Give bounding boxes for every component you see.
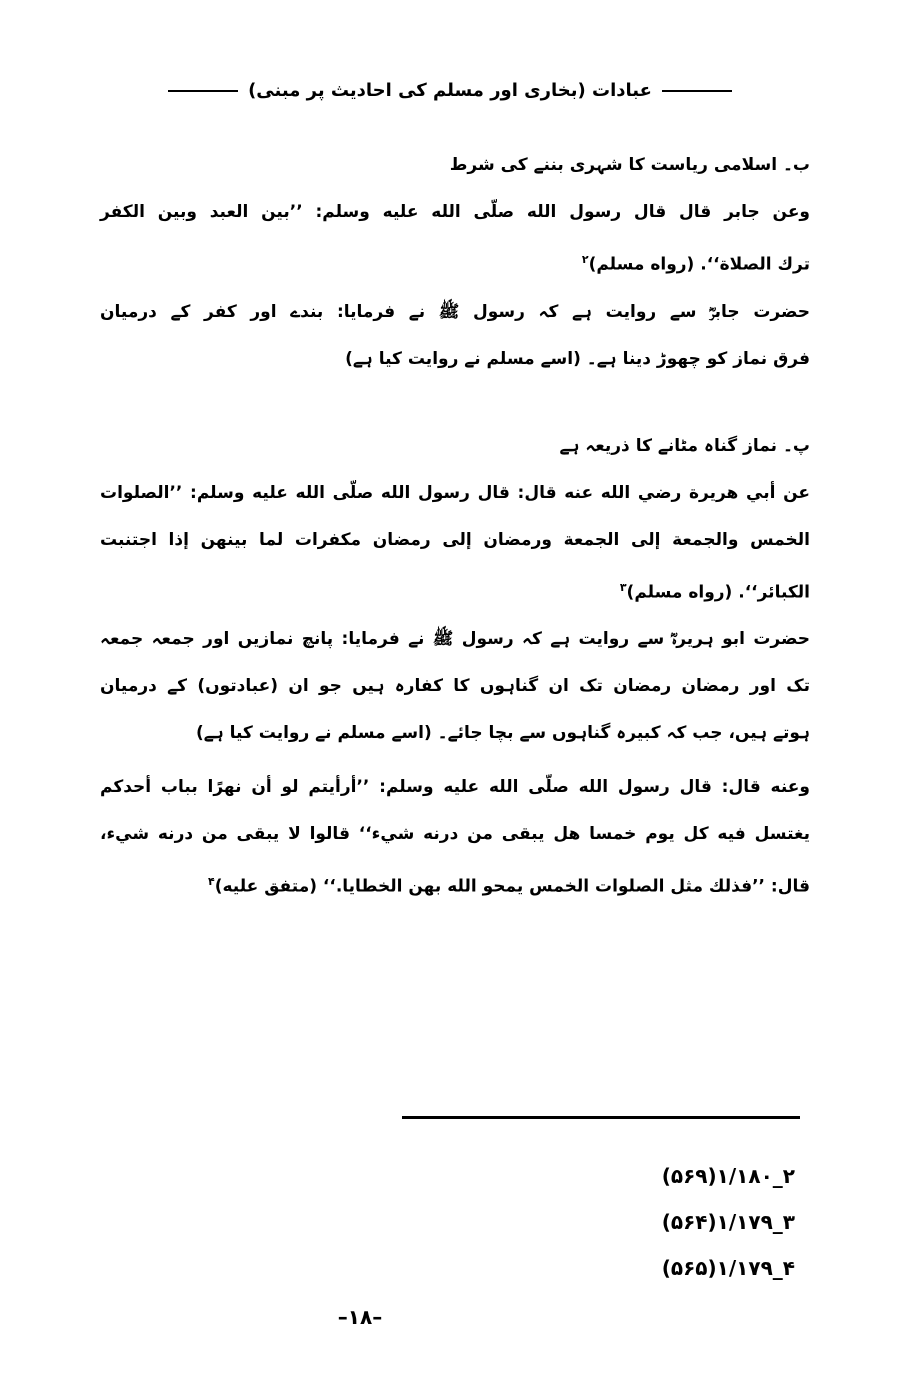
- footnote-divider-area: [100, 1116, 810, 1119]
- urdu-line: حضرت ابو ہریرہؓ سے روایت ہے کہ رسول ﷺ نے فرمایا: پانچ نمازیں اور جمعہ جمعہ: [100, 629, 810, 650]
- arabic-line: عن أبي هريرة رضي الله عنه قال: قال رسول الله صلّى الله عليه وسلم: ’’الصلوات: [100, 482, 810, 503]
- section-b-heading: ب۔ اسلامی ریاست کا شہری بننے کی شرط: [449, 155, 810, 175]
- arabic-line: [100, 564, 810, 617]
- footnote-divider: [402, 1116, 800, 1119]
- arabic-line: وعنه قال: قال رسول الله صلّى الله عليه وسلم: ’’أرأيتم لو أن نهرًا بباب أحدكم: [100, 777, 810, 798]
- header-dash: [168, 90, 238, 92]
- footnote: ۴_۱/۱۷۹(۵۶۵): [661, 1255, 795, 1280]
- urdu-line: فرق نماز کو چھوڑ دینا ہے۔ (اسے مسلم نے روایت کیا ہے): [345, 348, 810, 369]
- urdu-line: تک اور رمضان رمضان تک ان گناہوں کا کفارہ ہیں جو ان (عبادتوں) کے درمیان: [100, 676, 810, 697]
- urdu-line: ہوتے ہیں، جب کہ کبیرہ گناہوں سے بچا جائے۔ (اسے مسلم نے روایت کیا ہے): [195, 723, 810, 744]
- header-title: عبادات (بخاری اور مسلم کی احادیث پر مبنی): [248, 80, 652, 101]
- arabic-line: [100, 236, 810, 289]
- footnotes: [100, 1153, 810, 1291]
- page-body: [100, 142, 810, 1329]
- arabic-line: [100, 858, 810, 911]
- footnote: ۳_۱/۱۷۹(۵۶۴): [661, 1209, 795, 1234]
- arabic-line: الخمس والجمعة إلى الجمعة ورمضان إلى رمضان مكفرات لما بينهن إذا اجتنبت: [100, 529, 810, 550]
- footnote-ref: ۳: [619, 580, 627, 594]
- urdu-line: حضرت جابرؓ سے روایت ہے کہ رسول ﷺ نے فرمایا: بندے اور کفر کے درمیان: [100, 301, 810, 322]
- section-p-heading: پ۔ نماز گناہ مٹانے کا ذریعہ ہے: [559, 435, 810, 456]
- footnote-ref: ۲: [581, 253, 589, 266]
- footnote: ۲_۱/۱۸۰(۵۶۹): [661, 1163, 795, 1188]
- arabic-text: قال: ’’فذلك مثل الصلوات الخمس يمحو الله بهن الخطايا.‘‘ (متفق عليه): [214, 876, 810, 897]
- arabic-line: يغتسل فيه كل يوم خمسا هل يبقى من درنه شيء‘‘ قالوا لا يبقى من درنه شيء،: [100, 824, 810, 845]
- arabic-text: الكبائر‘‘. (رواه مسلم): [626, 582, 810, 603]
- page-number: –۱۸–: [337, 1304, 383, 1329]
- arabic-text: ترك الصلاة‘‘. (رواه مسلم): [588, 254, 810, 275]
- arabic-line: وعن جابر قال قال رسول الله صلّى الله عليه وسلم: ’’بين العبد وبين الكفر: [100, 202, 810, 222]
- header-dash: [662, 90, 732, 92]
- footnote-ref: ۴: [207, 875, 215, 889]
- running-header: [0, 80, 900, 101]
